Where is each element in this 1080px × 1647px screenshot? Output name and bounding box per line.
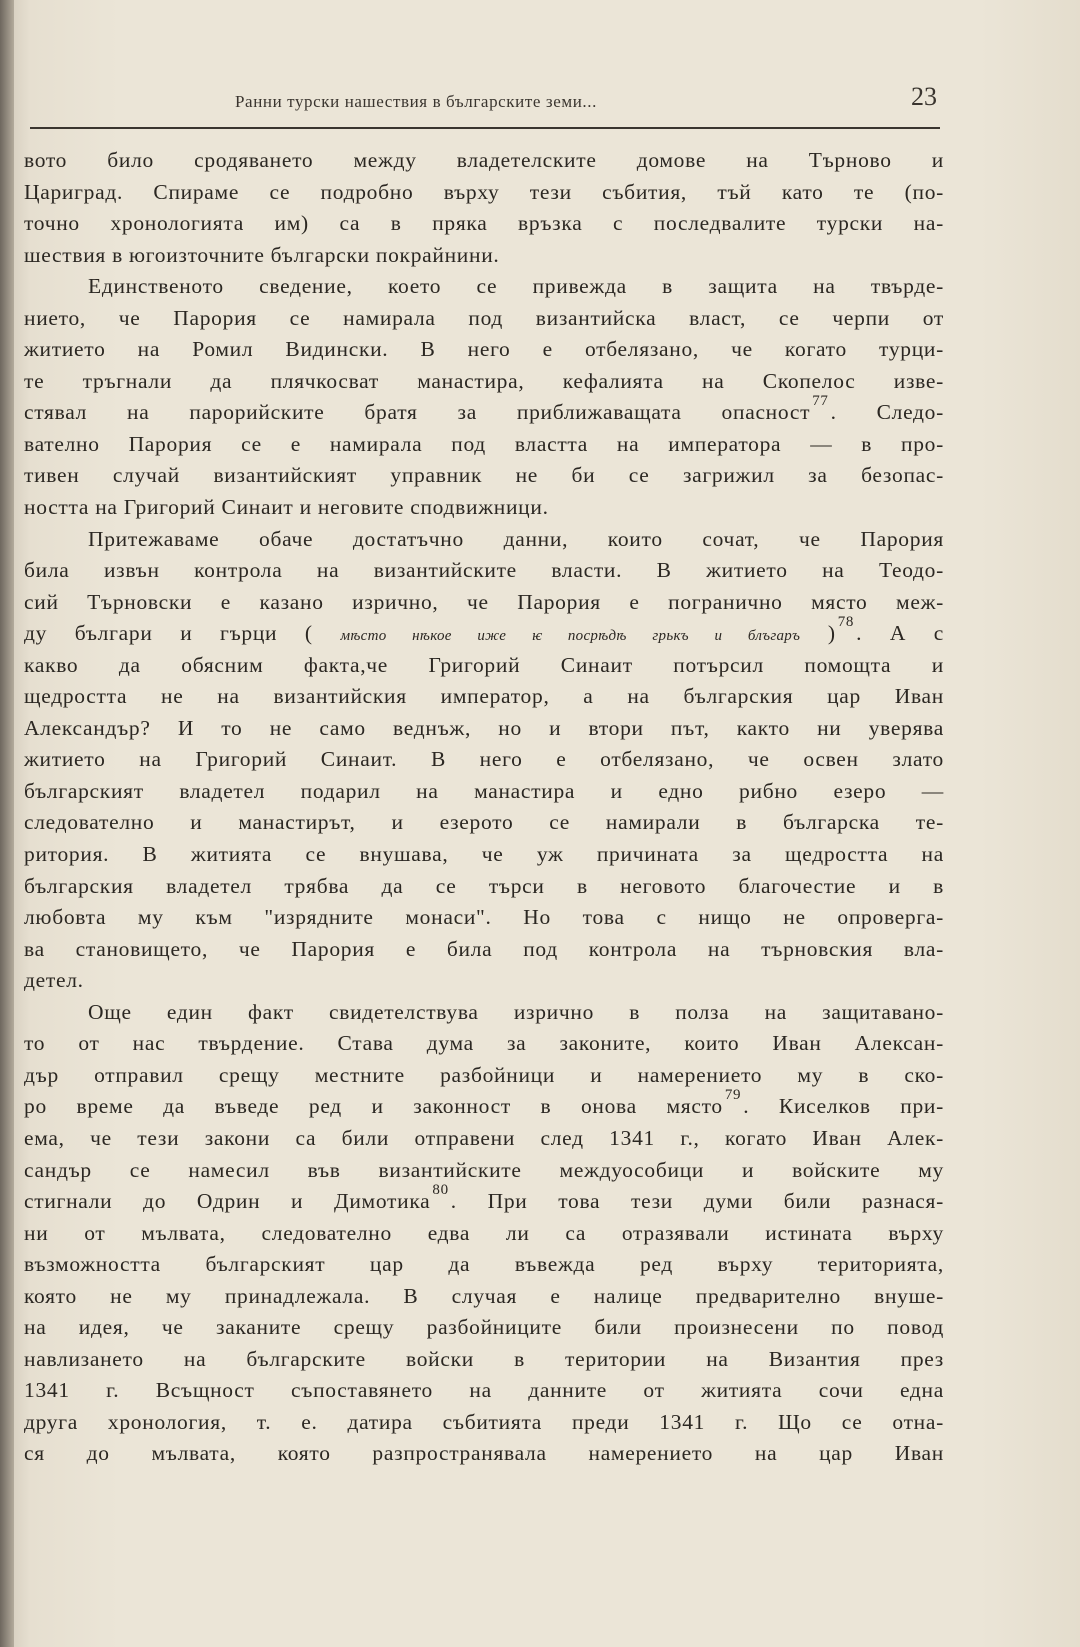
text-line: ността на Григорий Синаит и неговите сподвижници.	[24, 495, 549, 520]
text-line: Александър? И то не само веднъж, но и втори път, както ни уверява	[24, 715, 944, 740]
text-line: Единственото сведение, което се привежда в защита на твърде-	[88, 274, 944, 299]
text-segment: ро време да въведе ред и законност в онова място	[24, 1094, 723, 1119]
text-line: вателно Парория се е намирала под властта на императора — в про-	[24, 431, 944, 456]
book-spine-shadow	[0, 0, 14, 1647]
text-line: ема, че тези закони са били отправени след 1341 г., когато Иван Алек-	[24, 1125, 944, 1150]
header-rule	[30, 127, 940, 129]
body-text	[24, 145, 944, 1470]
old-bulgarian-quote: мѣсто нѣкое иже ѥ посрѣдѣ грькъ и блъгаръ	[340, 628, 801, 645]
text-line	[24, 393, 944, 429]
text-line: ритория. В житията се внушава, че уж причината за щедростта на	[24, 842, 944, 867]
text-segment: . Киселков при-	[743, 1094, 944, 1119]
text-line: българският владетел подарил на манастира и едно рибно езеро —	[24, 778, 944, 803]
text-line: житието на Григорий Синаит. В него е отбелязано, че освен злато	[24, 747, 944, 772]
text-segment: )	[827, 621, 836, 646]
text-line: какво да обясним факта,че Григорий Синаит потърсил помощта и	[24, 652, 944, 677]
text-line: ни от мълвата, следователно едва ли са отразявали истината върху	[24, 1220, 944, 1245]
text-line: Притежаваме обаче достатъчно данни, които сочат, че Парория	[88, 526, 944, 551]
text-line: сандър се намесил във византийските междуособици и войските му	[24, 1157, 944, 1182]
text-line: на идея, че заканите срещу разбойниците били произнесени по повод	[24, 1315, 944, 1340]
text-line: сий Търновски е казано изрично, че Парория е погранично място меж-	[24, 589, 944, 614]
text-segment: . При това тези думи били разнася-	[450, 1189, 944, 1214]
text-segment: . А с	[856, 621, 945, 646]
footnote-ref-79: 79	[724, 1087, 742, 1104]
text-line: шествия в югоизточните български покрайнини.	[24, 242, 500, 267]
text-line: навлизането на българските войски в територии на Византия през	[24, 1346, 944, 1371]
text-line: любовта му към "изрядните монаси". Но това с нищо не опроверга-	[24, 905, 944, 930]
text-line: нието, че Парория се намирала под византийска власт, се черпи от	[24, 305, 944, 330]
text-line: житието на Ромил Видински. В него е отбелязано, че когато турци-	[24, 337, 944, 362]
page-header	[40, 82, 940, 122]
text-line: вото било сродяването между владетелските домове на Търново и	[24, 148, 944, 172]
text-segment: стигнали до Одрин и Димотика	[24, 1189, 431, 1214]
text-line: детел.	[24, 968, 84, 993]
text-line: 1341 г. Всъщност съпоставянето на данните от житията сочи една	[24, 1378, 944, 1403]
text-line: Още един факт свидетелствува изрично в полза на защитавано-	[88, 999, 944, 1024]
text-line	[24, 614, 945, 650]
text-line: ва становището, че Парория е била под контрола на търновския вла-	[24, 936, 944, 961]
text-line: която не му принадлежала. В случая е налице предварително внуше-	[24, 1283, 944, 1308]
text-line: ся до мълвата, която разпространявала намерението на цар Иван	[24, 1441, 944, 1466]
text-line: възможността българският цар да въвежда ред върху територията,	[24, 1252, 944, 1277]
text-segment: . Следо-	[830, 400, 944, 425]
text-line: щедростта не на византийския император, а на българския цар Иван	[24, 684, 944, 709]
text-line: Цариград. Спираме се подробно върху тези събития, тъй като те (по-	[24, 179, 944, 204]
text-line: те тръгнали да плячкосват манастира, кефалията на Скопелос изве-	[24, 368, 944, 393]
text-segment: ду българи и гърци (	[24, 621, 313, 646]
text-line: следователно и манастирът, и езерото се намирали в българска те-	[24, 810, 944, 835]
text-line: друга хронология, т. е. датира събитията преди 1341 г. Що се отна-	[24, 1409, 944, 1434]
text-line: то от нас твърдение. Става дума за законите, които Иван Алексан-	[24, 1031, 944, 1056]
text-line: точно хронологията им) са в пряка връзка с последвалите турски на-	[24, 211, 944, 236]
text-line	[24, 1182, 944, 1218]
footnote-ref-80: 80	[432, 1182, 449, 1199]
running-title: Ранни турски нашествия в българските земи...	[235, 92, 597, 111]
footnote-ref-78: 78	[837, 614, 855, 631]
text-line: тивен случай византийският управник не би се загрижил за безопас-	[24, 463, 944, 488]
text-line: дър отправил срещу местните разбойници и намерението му в ско-	[24, 1062, 944, 1087]
footnote-ref-77: 77	[812, 393, 829, 410]
text-line	[24, 1087, 944, 1123]
text-line: била извън контрола на византийските власти. В житието на Теодо-	[24, 558, 944, 583]
text-segment: стявал на парорийските братя за приближаващата опасност	[24, 400, 811, 425]
text-line: българския владетел трябва да се търси в неговото благочестие и в	[24, 873, 944, 898]
page-number: 23	[911, 82, 937, 111]
